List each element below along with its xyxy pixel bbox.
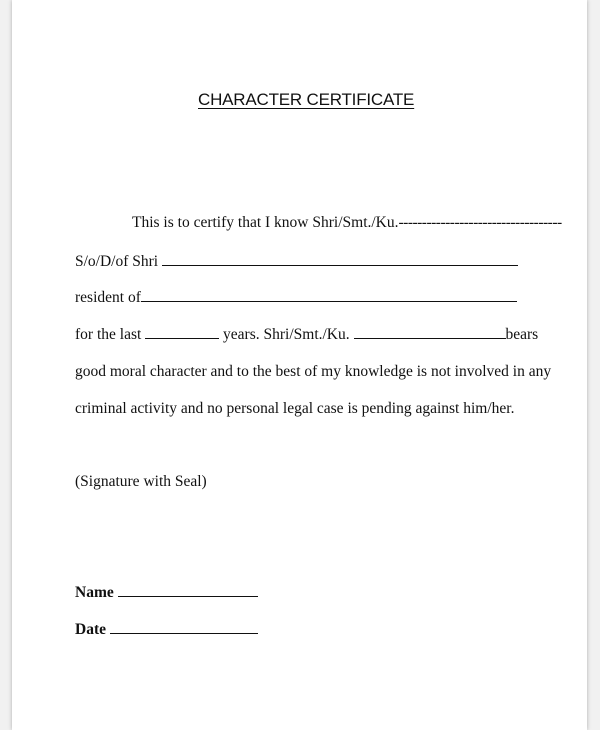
criminal-line: criminal activity and no personal legal case is pending against him/her.	[75, 400, 515, 417]
resident-line	[75, 289, 517, 307]
years-blank	[145, 326, 219, 339]
parent-label: S/o/D/of Shri	[75, 253, 159, 270]
certify-text: This is to certify that I know Shri/Smt./Ku.	[132, 214, 399, 231]
years-shri-label: years. Shri/Smt./Ku.	[223, 326, 350, 343]
date-label: Date	[75, 621, 106, 638]
certify-dashes: -----------------------------------	[398, 214, 562, 231]
for-last-label: for the last	[75, 326, 142, 343]
resident-label: resident of	[75, 289, 141, 306]
certificate-page	[12, 0, 587, 730]
page-title: CHARACTER CERTIFICATE	[198, 90, 415, 109]
name-label: Name	[75, 584, 114, 601]
parent-line	[75, 253, 518, 271]
name-blank	[118, 584, 258, 597]
character-line: good moral character and to the best of my knowledge is not involved in any	[75, 363, 552, 380]
name-line	[75, 584, 258, 602]
date-blank	[110, 621, 258, 634]
person-name-blank	[354, 326, 506, 339]
signature-label: (Signature with Seal)	[75, 473, 207, 490]
resident-blank	[141, 289, 517, 302]
duration-line	[75, 326, 538, 344]
date-line	[75, 621, 258, 639]
bears-label: bears	[505, 326, 539, 343]
certify-line	[132, 214, 562, 232]
parent-name-blank	[162, 253, 518, 266]
